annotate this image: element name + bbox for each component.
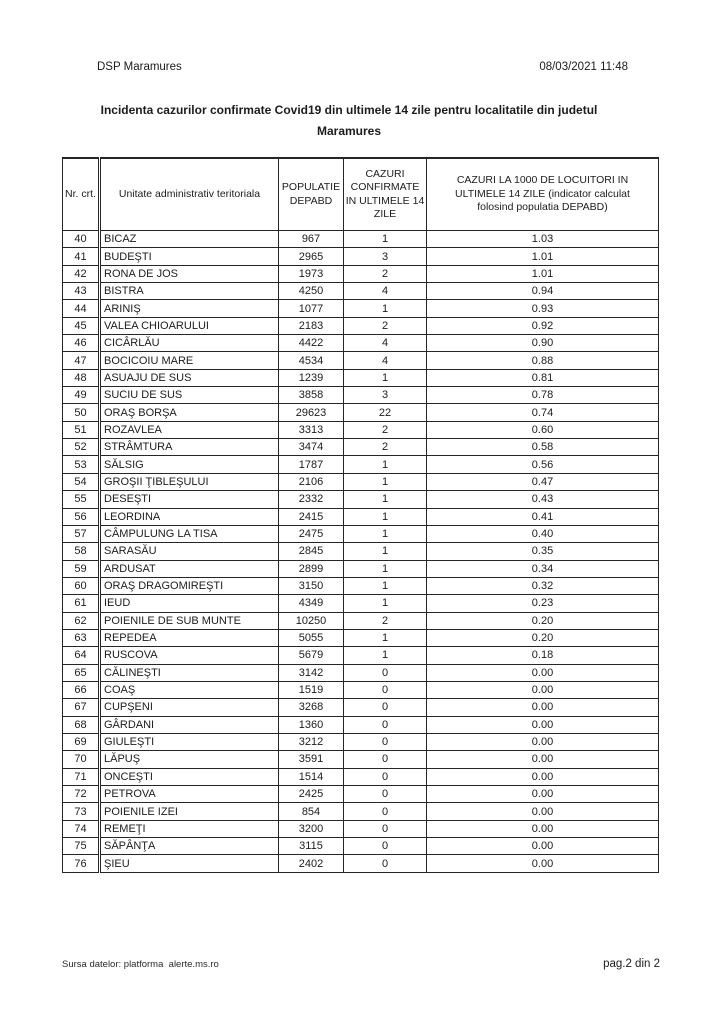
incidence-cell: 1.01 [427,248,659,265]
row-number-cell: 58 [63,543,100,560]
cases-cell: 1 [344,300,427,317]
row-number-cell: 54 [63,473,100,490]
incidence-cell: 0.78 [427,387,659,404]
incidence-cell: 0.35 [427,543,659,560]
locality-cell: POIENILE IZEI [100,803,279,820]
cases-cell: 0 [344,838,427,855]
population-cell: 1973 [279,265,344,282]
incidence-cell: 0.23 [427,595,659,612]
locality-cell: CĂLINEŞTI [100,664,279,681]
locality-cell: REPEDEA [100,629,279,646]
population-cell: 1077 [279,300,344,317]
row-number-cell: 51 [63,421,100,438]
locality-cell: ŞIEU [100,855,279,872]
cases-cell: 0 [344,664,427,681]
timestamp: 08/03/2021 11:48 [539,61,628,73]
population-cell: 2899 [279,560,344,577]
population-cell: 2402 [279,855,344,872]
header-row [63,158,659,231]
row-number-cell: 60 [63,577,100,594]
table-row [63,300,659,317]
cases-cell: 1 [344,560,427,577]
population-cell: 5679 [279,647,344,664]
incidence-cell: 0.20 [427,629,659,646]
locality-cell: BUDEŞTI [100,248,279,265]
population-cell: 1514 [279,768,344,785]
row-number-cell: 72 [63,786,100,803]
table-row [63,508,659,525]
doc-title: Incidenta cazurilor confirmate Covid19 din ultimele 14 zile pentru localitatile din judetul Maramures [100,103,598,138]
cases-cell: 0 [344,820,427,837]
incidence-cell: 0.88 [427,352,659,369]
cases-cell: 3 [344,387,427,404]
row-number-cell: 41 [63,248,100,265]
row-number-cell: 55 [63,491,100,508]
table-row [63,560,659,577]
cases-cell: 2 [344,421,427,438]
table-row [63,231,659,248]
locality-cell: ORAŞ BORŞA [100,404,279,421]
table-row [63,404,659,421]
row-number-cell: 67 [63,699,100,716]
row-number-cell: 73 [63,803,100,820]
locality-cell: CICÂRLĂU [100,335,279,352]
incidence-cell: 0.00 [427,768,659,785]
row-number-cell: 46 [63,335,100,352]
incidence-cell: 0.00 [427,820,659,837]
locality-cell: SUCIU DE SUS [100,387,279,404]
cases-cell: 1 [344,595,427,612]
table-row [63,491,659,508]
population-cell: 3858 [279,387,344,404]
cases-cell: 1 [344,491,427,508]
cases-cell: 1 [344,543,427,560]
population-cell: 1239 [279,369,344,386]
table-row [63,317,659,334]
table-row [63,387,659,404]
table-row [63,283,659,300]
table-row [63,265,659,282]
incidence-cell: 0.20 [427,612,659,629]
locality-cell: CÂMPULUNG LA TISA [100,525,279,542]
row-number-cell: 75 [63,838,100,855]
row-number-cell: 74 [63,820,100,837]
cases-cell: 0 [344,768,427,785]
population-cell: 3115 [279,838,344,855]
table-row [63,699,659,716]
locality-cell: REMEŢI [100,820,279,837]
incidence-cell: 0.00 [427,733,659,750]
cases-cell: 4 [344,283,427,300]
cases-cell: 0 [344,803,427,820]
incidence-cell: 0.90 [427,335,659,352]
cases-cell: 1 [344,231,427,248]
row-number-cell: 50 [63,404,100,421]
col-header-nr: Nr. crt. [63,158,100,231]
cases-cell: 1 [344,525,427,542]
population-cell: 2415 [279,508,344,525]
incidence-cell: 0.94 [427,283,659,300]
locality-cell: BISTRA [100,283,279,300]
population-cell: 4422 [279,335,344,352]
table-row [63,629,659,646]
population-cell: 2332 [279,491,344,508]
page-number: pag.2 din 2 [603,958,660,970]
locality-cell: COAŞ [100,681,279,698]
locality-cell: ROZAVLEA [100,421,279,438]
population-cell: 2425 [279,786,344,803]
incidence-cell: 0.00 [427,716,659,733]
incidence-cell: 0.00 [427,681,659,698]
locality-cell: SĂPÂNŢA [100,838,279,855]
table-row [63,733,659,750]
population-cell: 3474 [279,439,344,456]
locality-cell: GÂRDANI [100,716,279,733]
population-cell: 1787 [279,456,344,473]
population-cell: 29623 [279,404,344,421]
population-cell: 5055 [279,629,344,646]
table-row [63,543,659,560]
population-cell: 4534 [279,352,344,369]
row-number-cell: 56 [63,508,100,525]
row-number-cell: 43 [63,283,100,300]
cases-cell: 1 [344,629,427,646]
table-row [63,681,659,698]
incidence-cell: 0.74 [427,404,659,421]
population-cell: 1360 [279,716,344,733]
incidence-cell: 0.00 [427,786,659,803]
incidence-cell: 0.43 [427,491,659,508]
locality-cell: STRÂMTURA [100,439,279,456]
cases-cell: 0 [344,786,427,803]
population-cell: 2106 [279,473,344,490]
cases-cell: 0 [344,733,427,750]
incidence-cell: 0.00 [427,803,659,820]
population-cell: 967 [279,231,344,248]
locality-cell: PETROVA [100,786,279,803]
table-header [63,158,659,231]
incidence-cell: 0.34 [427,560,659,577]
row-number-cell: 76 [63,855,100,872]
locality-cell: ARDUSAT [100,560,279,577]
locality-cell: LĂPUŞ [100,751,279,768]
cases-cell: 0 [344,699,427,716]
table-row [63,820,659,837]
table-row [63,768,659,785]
cases-cell: 4 [344,352,427,369]
incidence-cell: 0.32 [427,577,659,594]
row-number-cell: 59 [63,560,100,577]
row-number-cell: 70 [63,751,100,768]
table-row [63,716,659,733]
locality-cell: ONCEŞTI [100,768,279,785]
row-number-cell: 40 [63,231,100,248]
population-cell: 3142 [279,664,344,681]
row-number-cell: 42 [63,265,100,282]
population-cell: 3313 [279,421,344,438]
row-number-cell: 61 [63,595,100,612]
col-header-incidenta: CAZURI LA 1000 DE LOCUITORI IN ULTIMELE 14 ZILE (indicator calculat folosind populatia DEPABD) [427,158,659,231]
col-header-unitate: Unitate administrativ teritoriala [100,158,279,231]
incidence-cell: 0.00 [427,751,659,768]
row-number-cell: 64 [63,647,100,664]
locality-cell: CUPŞENI [100,699,279,716]
row-number-cell: 68 [63,716,100,733]
locality-cell: IEUD [100,595,279,612]
incidence-cell: 0.18 [427,647,659,664]
cases-cell: 1 [344,473,427,490]
population-cell: 3591 [279,751,344,768]
cases-cell: 0 [344,855,427,872]
locality-cell: POIENILE DE SUB MUNTE [100,612,279,629]
incidence-cell: 0.00 [427,699,659,716]
row-number-cell: 47 [63,352,100,369]
row-number-cell: 65 [63,664,100,681]
table-row [63,595,659,612]
table-row [63,803,659,820]
cases-cell: 0 [344,716,427,733]
cases-cell: 1 [344,369,427,386]
incidence-cell: 0.00 [427,664,659,681]
row-number-cell: 66 [63,681,100,698]
population-cell: 3200 [279,820,344,837]
table-row [63,335,659,352]
table-row [63,612,659,629]
table-row [63,456,659,473]
locality-cell: ORAŞ DRAGOMIREŞTI [100,577,279,594]
row-number-cell: 52 [63,439,100,456]
row-number-cell: 53 [63,456,100,473]
population-cell: 2845 [279,543,344,560]
population-cell: 4250 [279,283,344,300]
incidence-cell: 1.03 [427,231,659,248]
population-cell: 2475 [279,525,344,542]
incidence-table [62,157,659,873]
doc-footer [62,958,660,970]
row-number-cell: 57 [63,525,100,542]
locality-cell: RONA DE JOS [100,265,279,282]
table-row [63,664,659,681]
incidence-cell: 0.00 [427,855,659,872]
population-cell: 10250 [279,612,344,629]
row-number-cell: 48 [63,369,100,386]
table-row [63,369,659,386]
cases-cell: 1 [344,508,427,525]
incidence-cell: 0.40 [427,525,659,542]
table-row [63,421,659,438]
table-row [63,248,659,265]
population-cell: 3212 [279,733,344,750]
population-cell: 3150 [279,577,344,594]
table-row [63,473,659,490]
cases-cell: 0 [344,751,427,768]
population-cell: 4349 [279,595,344,612]
incidence-cell: 1.01 [427,265,659,282]
col-header-populatie: POPULATIE DEPABD [279,158,344,231]
population-cell: 2965 [279,248,344,265]
locality-cell: DESEŞTI [100,491,279,508]
cases-cell: 1 [344,456,427,473]
incidence-cell: 0.81 [427,369,659,386]
population-cell: 1519 [279,681,344,698]
table-row [63,786,659,803]
table-row [63,525,659,542]
cases-cell: 1 [344,577,427,594]
locality-cell: SARASĂU [100,543,279,560]
table-row [63,352,659,369]
locality-cell: ASUAJU DE SUS [100,369,279,386]
row-number-cell: 69 [63,733,100,750]
table-row [63,751,659,768]
row-number-cell: 44 [63,300,100,317]
locality-cell: GIULEŞTI [100,733,279,750]
locality-cell: LEORDINA [100,508,279,525]
table-row [63,577,659,594]
cases-cell: 1 [344,647,427,664]
locality-cell: BOCICOIU MARE [100,352,279,369]
population-cell: 2183 [279,317,344,334]
source-note: Sursa datelor: platforma alerte.ms.ro [62,959,219,970]
row-number-cell: 45 [63,317,100,334]
row-number-cell: 71 [63,768,100,785]
incidence-cell: 0.47 [427,473,659,490]
incidence-cell: 0.00 [427,838,659,855]
incidence-cell: 0.56 [427,456,659,473]
locality-cell: ARINIŞ [100,300,279,317]
row-number-cell: 63 [63,629,100,646]
table-row [63,439,659,456]
cases-cell: 2 [344,439,427,456]
table-row [63,855,659,872]
row-number-cell: 62 [63,612,100,629]
cases-cell: 0 [344,681,427,698]
cases-cell: 2 [344,317,427,334]
locality-cell: VALEA CHIOARULUI [100,317,279,334]
locality-cell: SĂLSIG [100,456,279,473]
locality-cell: GROŞII ŢIBLEŞULUI [100,473,279,490]
org-name: DSP Maramures [97,61,182,73]
cases-cell: 2 [344,265,427,282]
population-cell: 854 [279,803,344,820]
incidence-cell: 0.92 [427,317,659,334]
incidence-cell: 0.41 [427,508,659,525]
cases-cell: 2 [344,612,427,629]
col-header-cazuri: CAZURI CONFIRMATE IN ULTIMELE 14 ZILE [344,158,427,231]
table-row [63,838,659,855]
incidence-cell: 0.60 [427,421,659,438]
locality-cell: BICAZ [100,231,279,248]
cases-cell: 22 [344,404,427,421]
incidence-cell: 0.58 [427,439,659,456]
incidence-cell: 0.93 [427,300,659,317]
doc-header [97,60,628,74]
population-cell: 3268 [279,699,344,716]
row-number-cell: 49 [63,387,100,404]
cases-cell: 3 [344,248,427,265]
cases-cell: 4 [344,335,427,352]
locality-cell: RUSCOVA [100,647,279,664]
table-row [63,647,659,664]
table-body [63,231,659,873]
